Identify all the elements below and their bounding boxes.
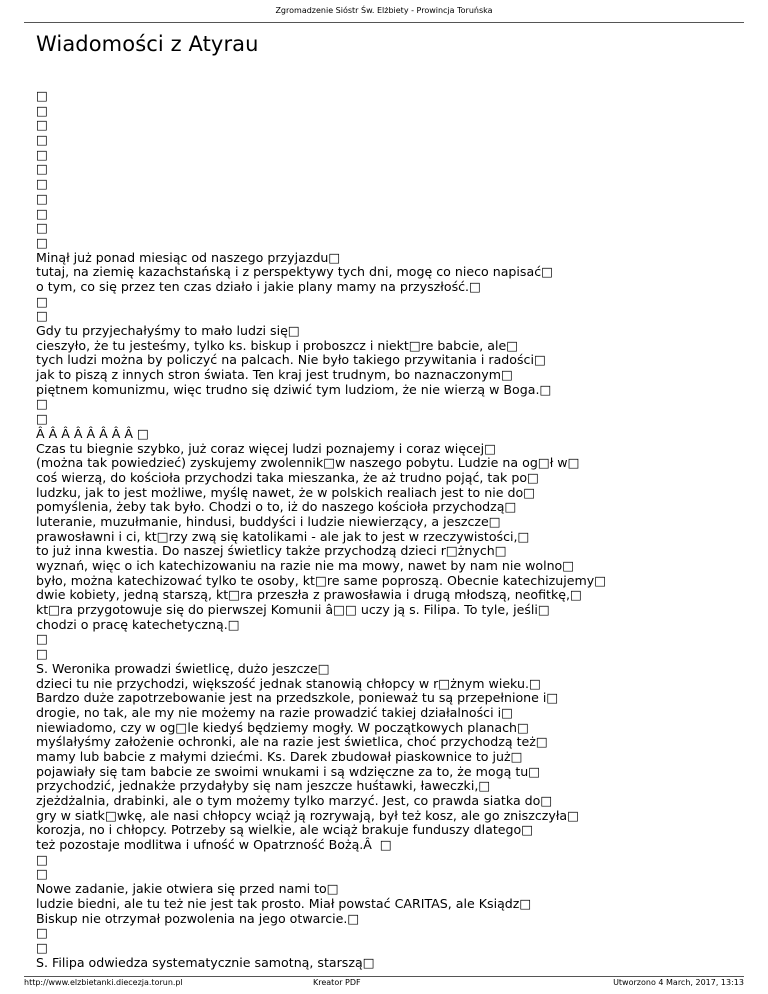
- text-line: Nowe zadanie, jakie otwiera się przed nami to□: [36, 881, 339, 897]
- text-line: □: [36, 925, 48, 941]
- text-line: było, można katechizować tylko te osoby, kt□re same poproszą. Obecnie katechizujemy□: [36, 572, 607, 588]
- page-header: Zgromadzenie Sióstr Św. Elżbiety - Prowincja Toruńska: [275, 6, 493, 15]
- text-line: o tym, co się przez ten czas działo i jakie plany mamy na przyszłość.□: [36, 278, 481, 294]
- text-line: to już inna kwestia. Do naszej świetlicy także przychodzą dzieci r□żnych□: [36, 543, 507, 559]
- text-line: pomyślenia, żeby tak było. Chodzi o to, iż do naszego kościoła przychodzą□: [36, 499, 517, 515]
- text-line: jak to piszą z innych stron świata. Ten kraj jest trudnym, bo naznaczonym□: [36, 367, 513, 383]
- footer-creator: Kreator PDF: [313, 978, 361, 987]
- text-line: □: [36, 939, 48, 955]
- text-line: luteranie, muzułmanie, hindusi, buddyści i ludzie niewierzący, a jeszcze□: [36, 513, 501, 529]
- text-line: też pozostaje modlitwa i ufność w Opatrzność Bożą.Â □: [36, 837, 392, 853]
- article-body: [36, 89, 736, 970]
- text-line: tych ludzi można by policzyć na palcach. Nie było takiego przywitania i radości□: [36, 352, 546, 368]
- text-line: □: [36, 146, 48, 162]
- text-line: prawosławni i ci, kt□rzy zwą się katolikami - ale jak to jest w rzeczywistości,□: [36, 528, 530, 544]
- text-line: Minął już ponad miesiąc od naszego przyjazdu□: [36, 249, 341, 265]
- text-line: □: [36, 176, 48, 192]
- text-line: □: [36, 117, 48, 133]
- header-divider: [24, 22, 744, 23]
- text-line: □: [36, 102, 48, 118]
- text-line: mamy lub babcie z małymi dziećmi. Ks. Darek zbudował piaskownice to już□: [36, 748, 523, 764]
- text-line: □: [36, 132, 48, 148]
- text-line: drogie, no tak, ale my nie możemy na razie prowadzić takiej działalności i□: [36, 704, 513, 720]
- text-line: korozja, no i chłopcy. Potrzeby są wielkie, ale wciąż brakuje funduszy dlatego□: [36, 822, 534, 838]
- text-line: gry w siatk□wkę, ale nasi chłopcy wciąż ją rozrywają, był też kosz, ale go zniszczyła□: [36, 807, 580, 823]
- text-line: myślałyśmy założenie ochronki, ale na razie jest świetlica, choć przychodzą też□: [36, 734, 548, 750]
- text-line: ludzku, jak to jest możliwe, myślę nawet, że w polskich realiach jest to nie do□: [36, 484, 536, 500]
- footer-url-link[interactable]: http://www.elzbietanki.diecezja.torun.pl: [24, 978, 183, 987]
- text-line: piętnem komunizmu, więc trudno się dziwić tym ludziom, że nie wierzą w Boga.□: [36, 381, 552, 397]
- text-line: □: [36, 851, 48, 867]
- text-line: cieszyło, że tu jesteśmy, tylko ks. biskup i proboszcz i niekt□re babcie, ale□: [36, 337, 519, 353]
- text-line: tutaj, na ziemię kazachstańską i z perspektywy tych dni, mogę co nieco napisać□: [36, 264, 554, 280]
- text-line: □: [36, 88, 48, 103]
- text-line: □: [36, 411, 48, 427]
- text-line: pojawiały się tam babcie ze swoimi wnukami i są wdzięczne za to, że mogą tu□: [36, 763, 541, 779]
- text-line: Czas tu biegnie szybko, już coraz więcej ludzi poznajemy i coraz więcej□: [36, 440, 497, 456]
- text-line: dzieci tu nie przychodzi, większość jednak stanowią chłopcy w r□żnym wieku.□: [36, 675, 541, 691]
- article-title: Wiadomości z Atyrau: [36, 32, 259, 56]
- footer-created-date: Utworzono 4 March, 2017, 13:13: [613, 978, 744, 987]
- text-line: □: [36, 220, 48, 236]
- text-line: □: [36, 631, 48, 647]
- text-line: □: [36, 396, 48, 412]
- text-line: □: [36, 234, 48, 250]
- text-line: Biskup nie otrzymał pozwolenia na jego otwarcie.□: [36, 910, 360, 926]
- text-line: □: [36, 205, 48, 221]
- text-line: coś wierzą, do kościoła przychodzi taka mieszanka, że aż trudno pojąć, tak po□: [36, 469, 539, 485]
- text-line: □: [36, 190, 48, 206]
- text-line: Gdy tu przyjechałyśmy to mało ludzi się□: [36, 323, 300, 338]
- text-line: ludzie biedni, ale tu też nie jest tak prosto. Miał powstać CARITAS, ale Ksiądz□: [36, 895, 532, 911]
- text-line: S. Filipa odwiedza systematycznie samotną, starszą□: [36, 954, 375, 970]
- text-line: □: [36, 646, 48, 662]
- text-line: niewiadomo, czy w og□le kiedyś będziemy mogły. W początkowych planach□: [36, 719, 529, 735]
- text-line: □: [36, 293, 48, 309]
- text-line: chodzi o pracę katechetyczną.□: [36, 616, 240, 632]
- text-line: S. Weronika prowadzi świetlicę, dużo jeszcze□: [36, 660, 330, 676]
- text-line: Bardzo duże zapotrzebowanie jest na przedszkole, ponieważ tu są przepełnione i□: [36, 690, 559, 706]
- text-line: kt□ra przygotowuje się do pierwszej Komunii â□□ uczy ją s. Filipa. To tyle, jeśli□: [36, 602, 550, 618]
- text-line: □: [36, 308, 48, 324]
- footer-divider: [24, 976, 744, 977]
- text-line: (można tak powiedzieć) zyskujemy zwolennik□w naszego pobytu. Ludzie na og□ł w□: [36, 455, 580, 471]
- text-line: zjeżdżalnia, drabinki, ale o tym możemy tylko marzyć. Jest, co prawda siatka do□: [36, 793, 553, 808]
- text-line: □: [36, 866, 48, 882]
- text-line: dwie kobiety, jedną starszą, kt□ra przeszła z prawosławia i drugą młodszą, neofitkę,□: [36, 587, 582, 603]
- text-line: Â Â Â Â Â Â Â Â □: [36, 425, 149, 441]
- text-line: przychodzić, jednakże przydałyby się nam jeszcze huśtawki, ławeczki,□: [36, 778, 491, 794]
- text-line: wyznań, więc o ich katechizowaniu na razie nie ma mowy, nawet by nam nie wolno□: [36, 558, 575, 573]
- text-line: □: [36, 161, 48, 177]
